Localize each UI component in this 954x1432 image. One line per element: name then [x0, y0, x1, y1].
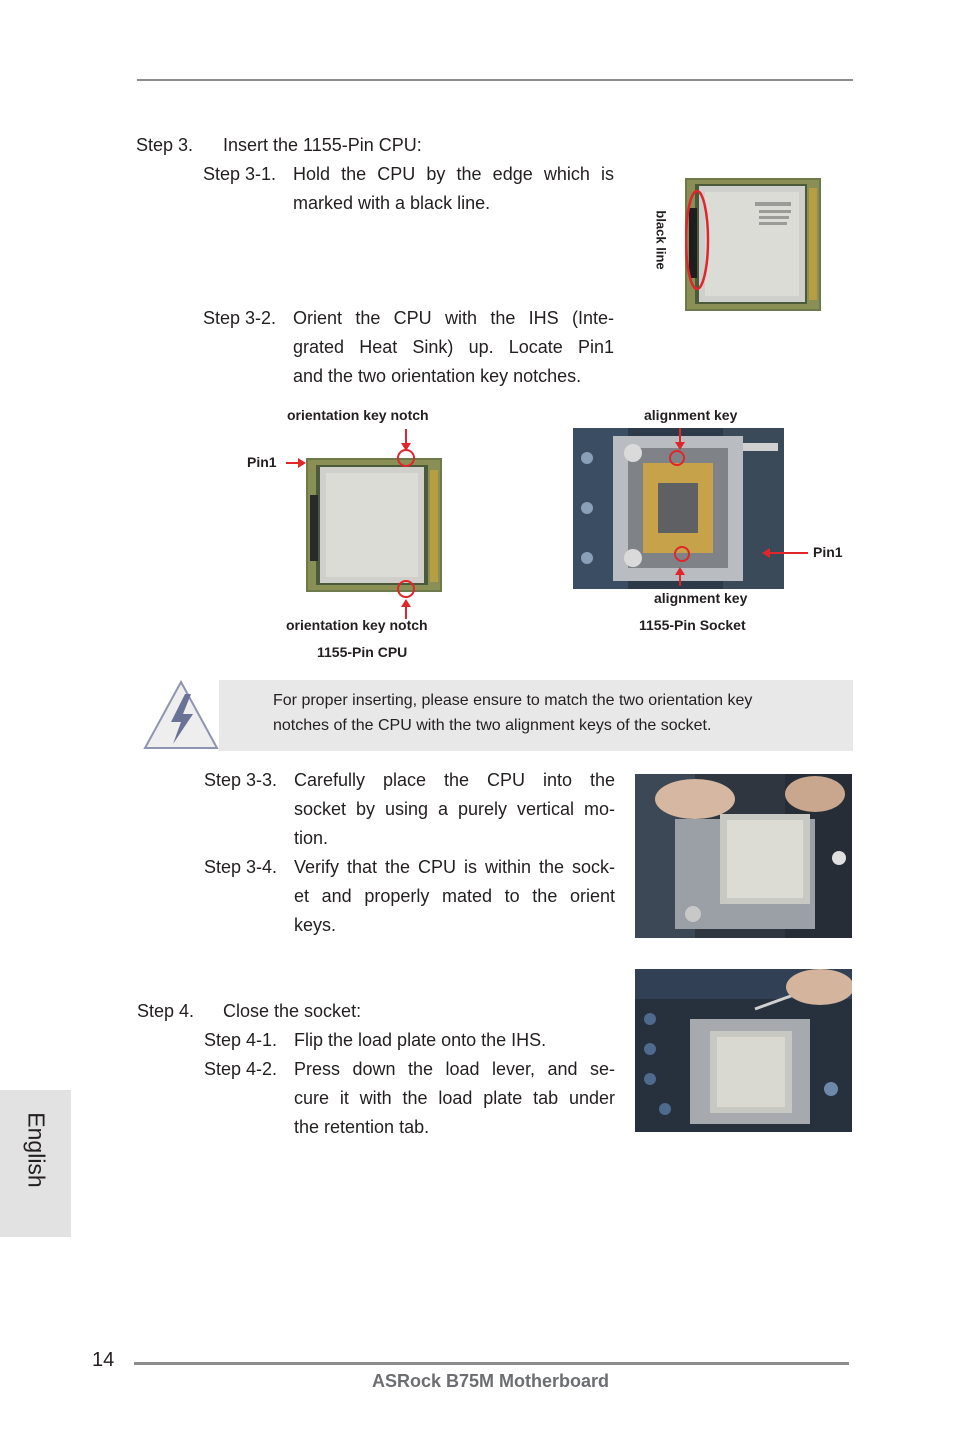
alignment-key-bottom-label: alignment key — [654, 590, 748, 606]
text-line: cure it with the load plate tab under — [294, 1088, 615, 1108]
step3-number: Step 3. — [136, 135, 194, 155]
orientation-key-notch-bottom-label: orientation key notch — [286, 617, 428, 633]
step3-1-text — [293, 160, 614, 218]
note-line: For proper inserting, please ensure to match the two orientation key — [273, 692, 753, 709]
text-line: Hold the CPU by the edge which is — [293, 164, 614, 184]
cpu-caption: 1155-Pin CPU — [317, 644, 408, 660]
step3-1-number: Step 3-1. — [203, 164, 277, 184]
placing-cpu-photo — [635, 774, 852, 938]
socket-arrows — [668, 428, 692, 588]
alignment-key-top-label: alignment key — [644, 407, 738, 423]
pin1-socket-arrow — [760, 546, 808, 560]
text-line: Verify that the CPU is within the sock- — [294, 857, 615, 877]
step4-1-number: Step 4-1. — [204, 1030, 278, 1050]
text-line: and the two orientation key notches. — [293, 366, 582, 386]
text-line: the retention tab. — [294, 1117, 430, 1137]
pin1-socket-label: Pin1 — [813, 544, 843, 560]
top-rule — [137, 79, 853, 81]
socket-caption: 1155-Pin Socket — [639, 617, 746, 633]
step4-2-number: Step 4-2. — [204, 1059, 278, 1079]
warning-lightning-icon — [143, 680, 219, 750]
step3-2-text — [293, 304, 614, 391]
step3-3-number: Step 3-3. — [204, 770, 278, 790]
step3-3-text — [294, 766, 615, 853]
step4-number: Step 4. — [137, 1001, 195, 1021]
cpu-black-line-photo — [685, 178, 821, 311]
text-line: keys. — [294, 915, 337, 935]
bottom-rule — [134, 1362, 849, 1365]
text-line: tion. — [294, 828, 329, 848]
note-text — [273, 688, 833, 738]
text-line: grated Heat Sink) up. Locate Pin1 — [293, 337, 614, 357]
orientation-key-notch-top-label: orientation key notch — [287, 407, 429, 423]
step3-4-number: Step 3-4. — [204, 857, 278, 877]
pin1-cpu-label: Pin1 — [247, 454, 277, 470]
page-number: 14 — [92, 1349, 115, 1371]
note-line: notches of the CPU with the two alignment keys of the socket. — [273, 717, 712, 734]
cpu-orientation-figure — [286, 425, 446, 625]
text-line: socket by using a purely vertical mo- — [294, 799, 615, 819]
language-label: English — [23, 1112, 50, 1188]
step3-title: Insert the 1155-Pin CPU: — [223, 135, 422, 155]
text-line: et and properly mated to the orient — [294, 886, 615, 906]
footer-title: ASRock B75M Motherboard — [372, 1371, 610, 1391]
step4-2-text — [294, 1055, 615, 1142]
text-line: Carefully place the CPU into the — [294, 770, 615, 790]
black-line-label: black line — [653, 210, 669, 270]
text-line: marked with a black line. — [293, 193, 491, 213]
step3-2-number: Step 3-2. — [203, 308, 277, 328]
step4-1-text: Flip the load plate onto the IHS. — [294, 1030, 547, 1050]
text-line: Orient the CPU with the IHS (Inte- — [293, 308, 614, 328]
step4-title: Close the socket: — [223, 1001, 362, 1021]
step3-4-text — [294, 853, 615, 940]
text-line: Press down the load lever, and se- — [294, 1059, 615, 1079]
closing-socket-photo — [635, 969, 852, 1132]
